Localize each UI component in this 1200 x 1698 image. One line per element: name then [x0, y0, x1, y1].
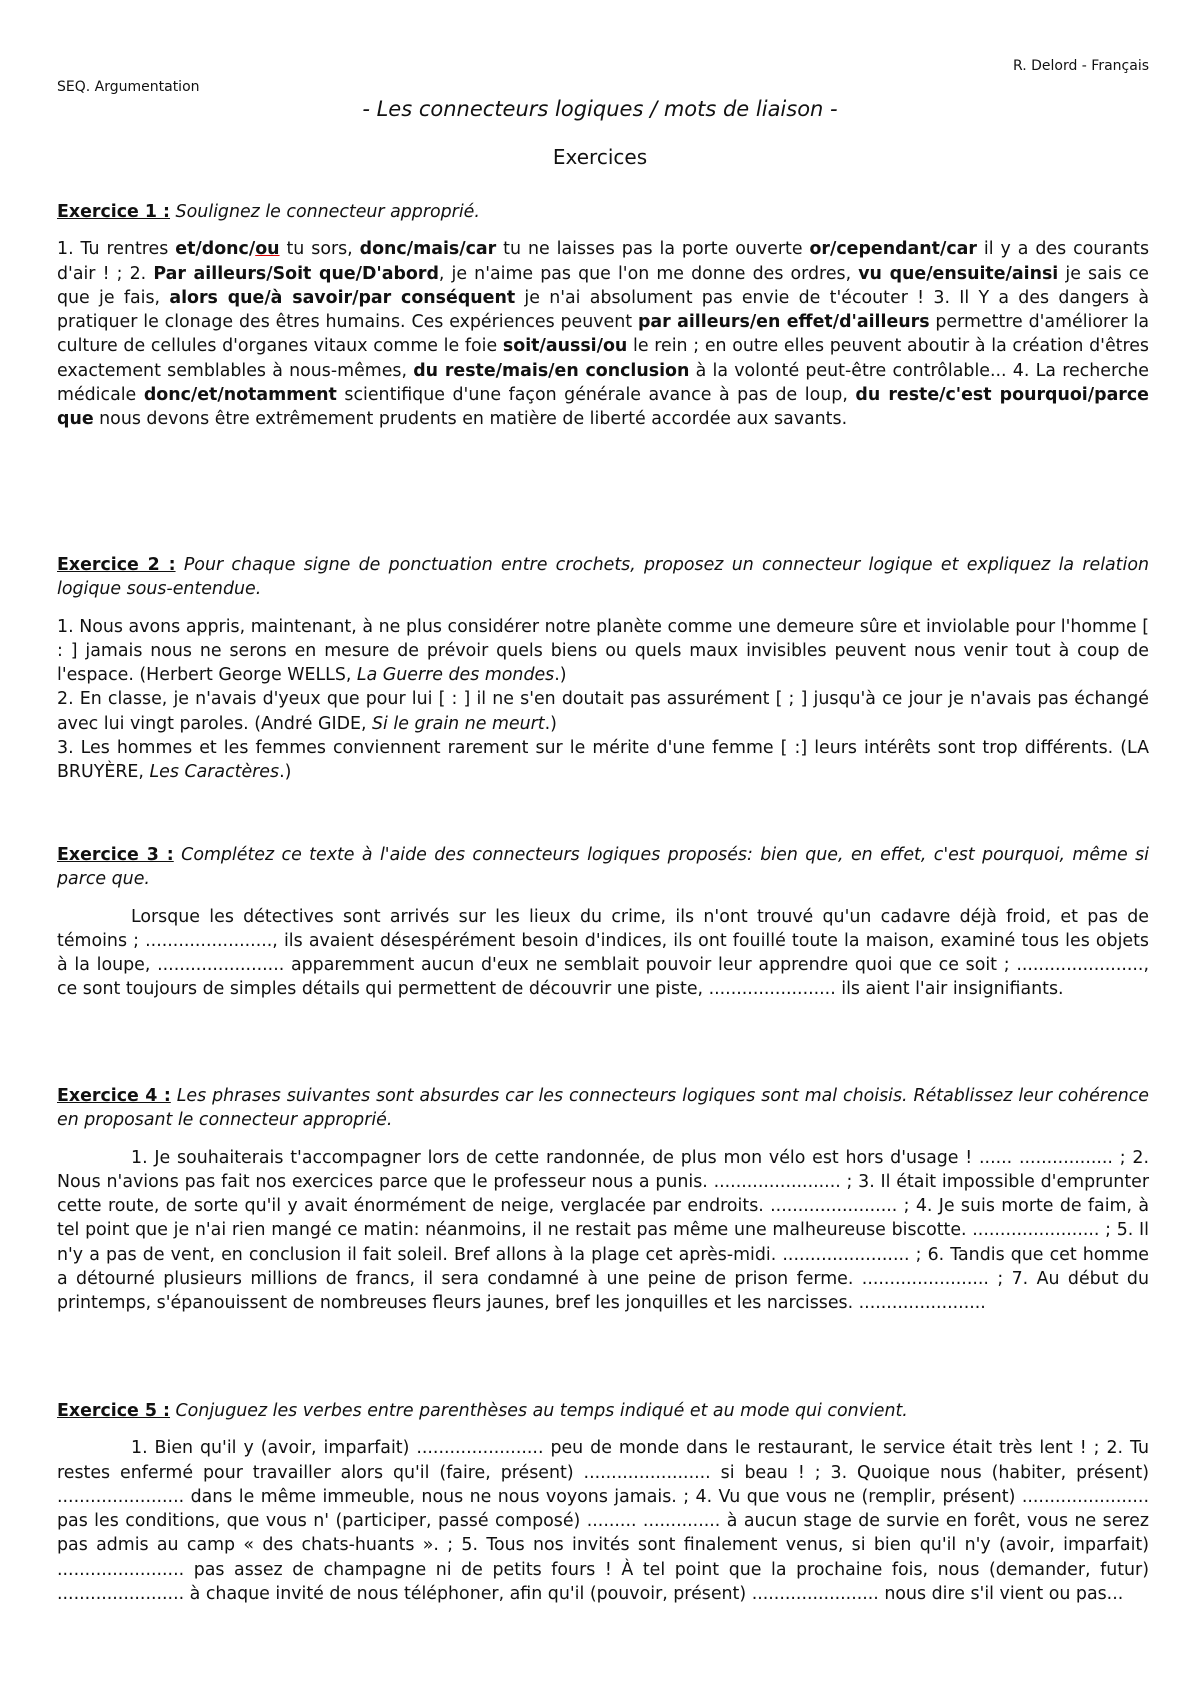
exercise-1-text: 1. Tu rentres et/donc/ou tu sors, donc/mais/car tu ne laisses pas la porte ouverte or/cependant/car il y a des courants d'air ! ; 2. Par ailleurs/Soit que/D'abord, je n'aime pas que l'on me donne des ordres, vu que/ensuite/ainsi je sais ce que je fais, alors que/à savoir/par conséquent je n'ai absolument pas envie de t'écouter ! 3. Il Y a des dangers à pratiquer le clonage des êtres humains. Ces expériences peuvent par ailleurs/en effet/d'ailleurs permettre d'améliorer la culture de cellules d'organes vitaux comme le foie soit/aussi/ou le rein ; en outre elles peuvent aboutir à la création d'êtres exactement semblables à nous-mêmes, du reste/mais/en conclusion à la volonté peut-être contrôlable... 4. La recherche médicale donc/et/notamment scientifique d'une façon générale avance à pas de loup, du reste/c'est pourquoi/parce que nous devons être extrêmement prudents en matière de liberté accordée aux savants.: [57, 239, 1150, 430]
exercise-1-label: Exercice 1 :: [57, 202, 171, 222]
exercise-3-heading: [57, 843, 1149, 892]
exercise-5-instruction: Conjuguez les verbes entre parenthèses au temps indiqué et au mode qui convient.: [170, 1401, 908, 1421]
exercise-2-label: Exercice 2 :: [57, 555, 176, 575]
sequence-label: SEQ. Argumentation: [57, 79, 200, 95]
exercise-4-heading: [57, 1084, 1149, 1133]
exercise-5-heading: [57, 1399, 1149, 1423]
exercise-4: [57, 1084, 1149, 1316]
exercise-1: [57, 200, 1149, 432]
exercise-2-sentence-2: 2. En classe, je n'avais d'yeux que pour lui [ : ] il ne s'en doutait pas assurément [ ; ] jusqu'à ce jour je n'avais pas échangé avec lui vingt paroles. (André GIDE, Si le grain ne meurt.): [57, 689, 1149, 734]
exercise-2: [57, 553, 1149, 785]
exercise-2-sentence-3: 3. Les hommes et les femmes conviennent rarement sur le mérite d'une femme [ :] leurs intérêts sont trop différents. (LA BRUYÈRE, Les Caractères.): [57, 738, 1149, 783]
underlined-answer: ou: [255, 239, 280, 260]
exercise-3: [57, 843, 1149, 1002]
exercise-2-instruction: Pour chaque signe de ponctuation entre crochets, proposez un connecteur logique et expliquez la relation logique sous-entendue.: [57, 555, 1149, 600]
exercise-4-instruction: Les phrases suivantes sont absurdes car les connecteurs logiques sont mal choisis. Rétablissez leur cohérence en proposant le connecteur approprié.: [57, 1086, 1149, 1131]
exercise-3-text: Lorsque les détectives sont arrivés sur les lieux du crime, ils n'ont trouvé qu'un cadavre déjà froid, et pas de témoins ; ......................., ils avaient désespérément besoin d'indices, ils ont fouillé toute la maison, examiné tous les objets à la loupe, ....................... apparemment aucun d'eux ne semblait pouvoir leur apprendre quoi que ce soit ; ......................., ce sont toujours de simples détails qui permettent de découvrir une piste, ....................... ils aient l'air insignifiants.: [57, 906, 1149, 1000]
exercise-5-label: Exercice 5 :: [57, 1401, 171, 1421]
document-title: - Les connecteurs logiques / mots de liaison -: [362, 97, 838, 121]
exercise-5-text: 1. Bien qu'il y (avoir, imparfait) ....................... peu de monde dans le restaurant, le service était très lent ! ; 2. Tu restes enfermé pour travailler alors qu'il (faire, présent) ....................... si beau ! ; 3. Quoique nous (habiter, présent) ....................... dans le même immeuble, nous ne nous voyons jamais. ; 4. Vu que vous ne (remplir, présent) ....................... pas les conditions, que vous n' (participer, passé composé) ......... .............. à aucun stage de survie en forêt, vous ne serez pas admis au camp « des chats-huants ». ; 5. Tous nos invités sont finalement venus, si bien qu'il n'y (avoir, imparfait) ....................... pas assez de champagne ni de petits fours ! À tel point que la prochaine fois, nous (demander, futur) ....................... à chaque invité de nous téléphoner, afin qu'il (pouvoir, présent) ....................... nous dire s'il vient ou pas...: [57, 1438, 1149, 1605]
exercise-5: [57, 1399, 1149, 1606]
exercise-3-instruction: Complétez ce texte à l'aide des connecteurs logiques proposés: bien que, en effet, c'est pourquoi, même si parce que.: [57, 845, 1149, 890]
document-subtitle: Exercices: [552, 145, 648, 169]
exercise-2-heading: [57, 553, 1149, 602]
exercise-3-label: Exercice 3 :: [57, 845, 174, 865]
exercise-4-text: 1. Je souhaiterais t'accompagner lors de cette randonnée, de plus mon vélo est hors d'usage ! ...... ................. ; 2. Nous n'avions pas fait nos exercices parce que le professeur nous a punis. ....................... ; 3. Il était impossible d'emprunter cette route, de sorte qu'il y avait énormément de neige, verglacée par endroits. ....................... ; 4. Je suis morte de faim, à tel point que je n'ai rien mangé ce matin: néanmoins, il ne restait pas même une malheureuse biscotte. ....................... ; 5. Il n'y a pas de vent, en conclusion il fait soleil. Bref allons à la plage cet après-midi. ....................... ; 6. Tandis que cet homme a détourné plusieurs millions de francs, il sera condamné à une peine de prison ferme. ....................... ; 7. Au début du printemps, s'épanouissent de nombreuses fleurs jaunes, bref les jonquilles et les narcisses. .......................: [57, 1147, 1149, 1314]
exercise-1-heading: [57, 200, 1149, 224]
exercise-2-sentence-1: 1. Nous avons appris, maintenant, à ne plus considérer notre planète comme une demeure sûre et inviolable pour l'homme [ : ] jamais nous ne serons en mesure de prévoir quels biens ou quels maux invisibles peuvent nous venir tout à coup de l'espace. (Herbert George WELLS, La Guerre des mondes.): [57, 616, 1149, 686]
author-name: R. Delord - Français: [1012, 58, 1149, 74]
exercise-4-label: Exercice 4 :: [57, 1086, 171, 1106]
exercise-1-instruction: Soulignez le connecteur approprié.: [175, 202, 480, 222]
